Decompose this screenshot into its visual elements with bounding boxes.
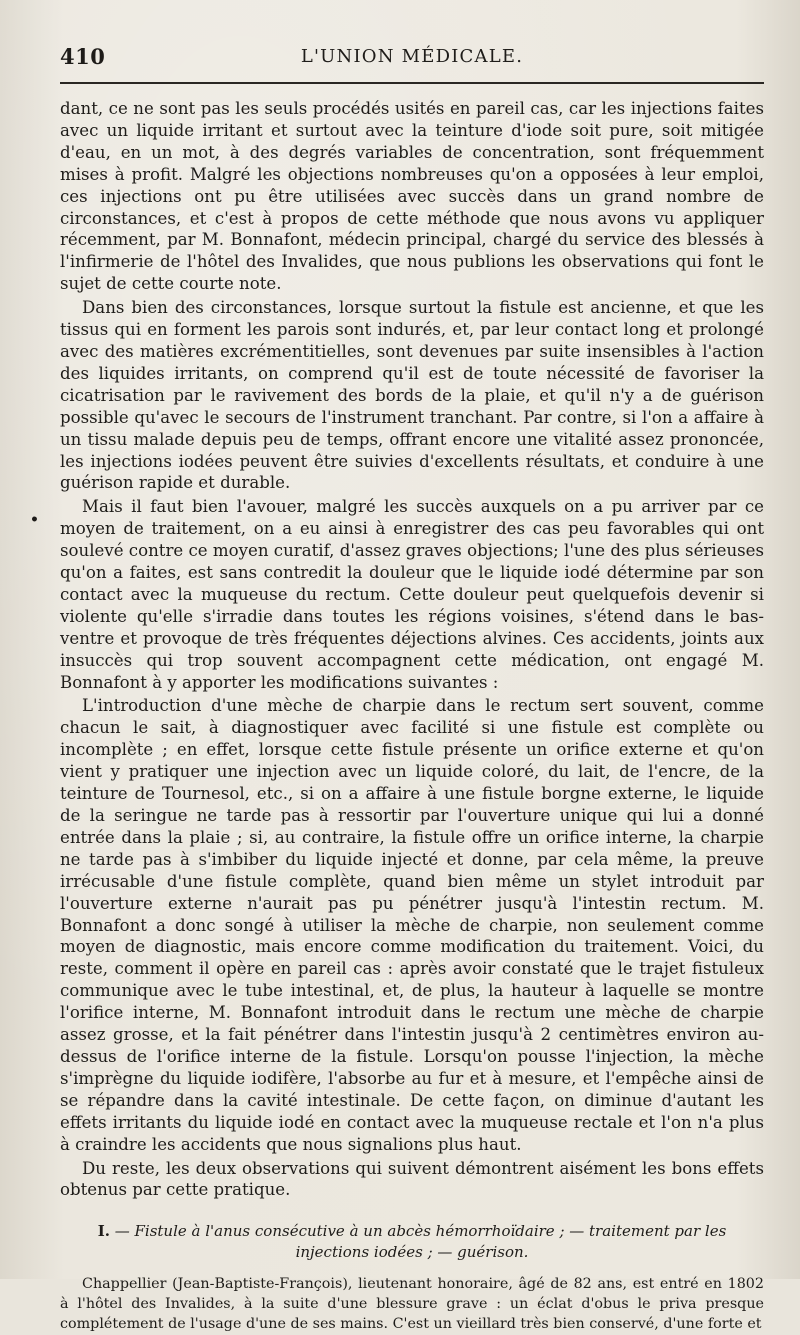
journal-title: L'UNION MÉDICALE. [300, 46, 524, 67]
paragraph-continuation: dant, ce ne sont pas les seuls procédés usités en pareil cas, car les injections faites avec un liquide irritant et surtout avec la teinture d'iode soit pure, soit mitigée d'eau, en un mot, à des degrés variables de concentration, sont fréquemment mises à profit. Malgré les objections nombreuses qu'on a opposées à leur emploi, ces injections ont pu être utilisées avec succès dans un grand nombre de circonstances, et c'est à propos de cette méthode que nous avons vu appliquer récemment, par M. Bonnafont, médecin principal, chargé du service des blessés à l'infirmerie de l'hôtel des Invalides, que nous publions les observations qui font le sujet de cette courte note. [60, 99, 764, 294]
paragraph: Dans bien des circonstances, lorsque surtout la fistule est ancienne, et que les tissus qui en forment les parois sont indurés, et, par leur contact long et prolongé avec des matières excrémentitielles, sont devenues par suite insensibles à l'action des liquides irritants, on comprend qu'il est de toute nécessité de favoriser la cicatrisation par le ravivement des bords de la plaie, et qu'il n'y a de guérison possible qu'avec le secours de l'instrument tranchant. Par contre, si l'on a affaire à un tissu malade depuis peu de temps, offrant encore une vitalité assez prononcée, les injections iodées peuvent être suivies d'excellents résultats, et conduire à une guérison rapide et durable. [60, 298, 764, 493]
case-title: — Fistule à l'anus consécutive à un abcès hémorrhoïdaire ; — traitement par les injections iodées ; — guérison. [114, 1222, 727, 1262]
running-head [60, 40, 764, 70]
header-rule [60, 82, 764, 84]
paragraph: Mais il faut bien l'avouer, malgré les succès auxquels on a pu arriver par ce moyen de traitement, on a eu ainsi à enregistrer des cas peu favorables qui ont soulevé contre ce moyen curatif, d'assez graves objections; l'une des plus sérieuses qu'on a faites, est sans contredit la douleur que le liquide iodé détermine par son contact avec la muqueuse du rectum. Cette douleur peut quelquefois devenir si violente qu'elle s'irradie dans toutes les régions voisines, s'étend dans le bas-ventre et provoque de très fréquentes déjections alvines. Ces accidents, joints aux insuccès qui trop souvent accompagnent cette médication, ont engagé M. Bonnafont à y apporter les modifications suivantes : [60, 497, 764, 692]
case-number: I. [97, 1222, 110, 1241]
case-heading [60, 1221, 764, 1263]
case-report-text: Chappellier (Jean-Baptiste-François), lieutenant honoraire, âgé de 82 ans, est entré en 1802 à l'hôtel des Invalides, à la suite d'une blessure grave : un éclat d'obus le priva presque complétement de l'usage d'une de ses mains. C'est un vieillard très bien conservé, d'une forte et [60, 1276, 764, 1332]
page-number: 410 [60, 44, 106, 69]
margin-mark: • [30, 512, 39, 528]
article-body [60, 98, 764, 1201]
paragraph: Du reste, les deux observations qui suivent démontrent aisément les bons effets obtenus par cette pratique. [60, 1158, 764, 1200]
paragraph: L'introduction d'une mèche de charpie dans le rectum sert souvent, comme chacun le sait, à diagnostiquer avec facilité si une fistule est complète ou incomplète ; en effet, lorsque cette fistule présente un orifice externe et qu'on vient y pratiquer une injection avec un liquide coloré, du lait, de l'encre, de la teinture de Tournesol, etc., si on a affaire à une fistule borgne externe, le liquide de la seringue ne tarde pas à ressortir par l'ouverture unique qui lui a donné entrée dans la plaie ; si, au contraire, la fistule offre un orifice interne, la charpie ne tarde pas à s'imbiber du liquide injecté et donne, par cela même, la preuve irrécusable d'une fistule complète, quand bien même un stylet introduit par l'ouverture externe n'aurait pas pu pénétrer jusqu'à l'intestin rectum. M. Bonnafont a donc songé à utiliser la mèche de charpie, non seulement comme moyen de diagnostic, mais encore comme modification du traitement. Voici, du reste, comment il opère en pareil cas : après avoir constaté que le trajet fistuleux communique avec le tube intestinal, et, de plus, la hauteur à laquelle se montre l'orifice interne, M. Bonnafont introduit dans le rectum une mèche de charpie assez grosse, et la fait pénétrer dans l'intestin jusqu'à 2 centimètres environ au-dessus de l'orifice interne de la fistule. Lorsqu'on pousse l'injection, la mèche s'imprègne du liquide iodifère, l'absorbe au fur et à mesure, et l'empêche ainsi de se répandre dans la cavité intestinale. De cette façon, on diminue d'autant les effets irritants du liquide iodé en contact avec la muqueuse rectale et l'on n'a plus à craindre les accidents que nous signalions plus haut. [60, 696, 764, 1154]
